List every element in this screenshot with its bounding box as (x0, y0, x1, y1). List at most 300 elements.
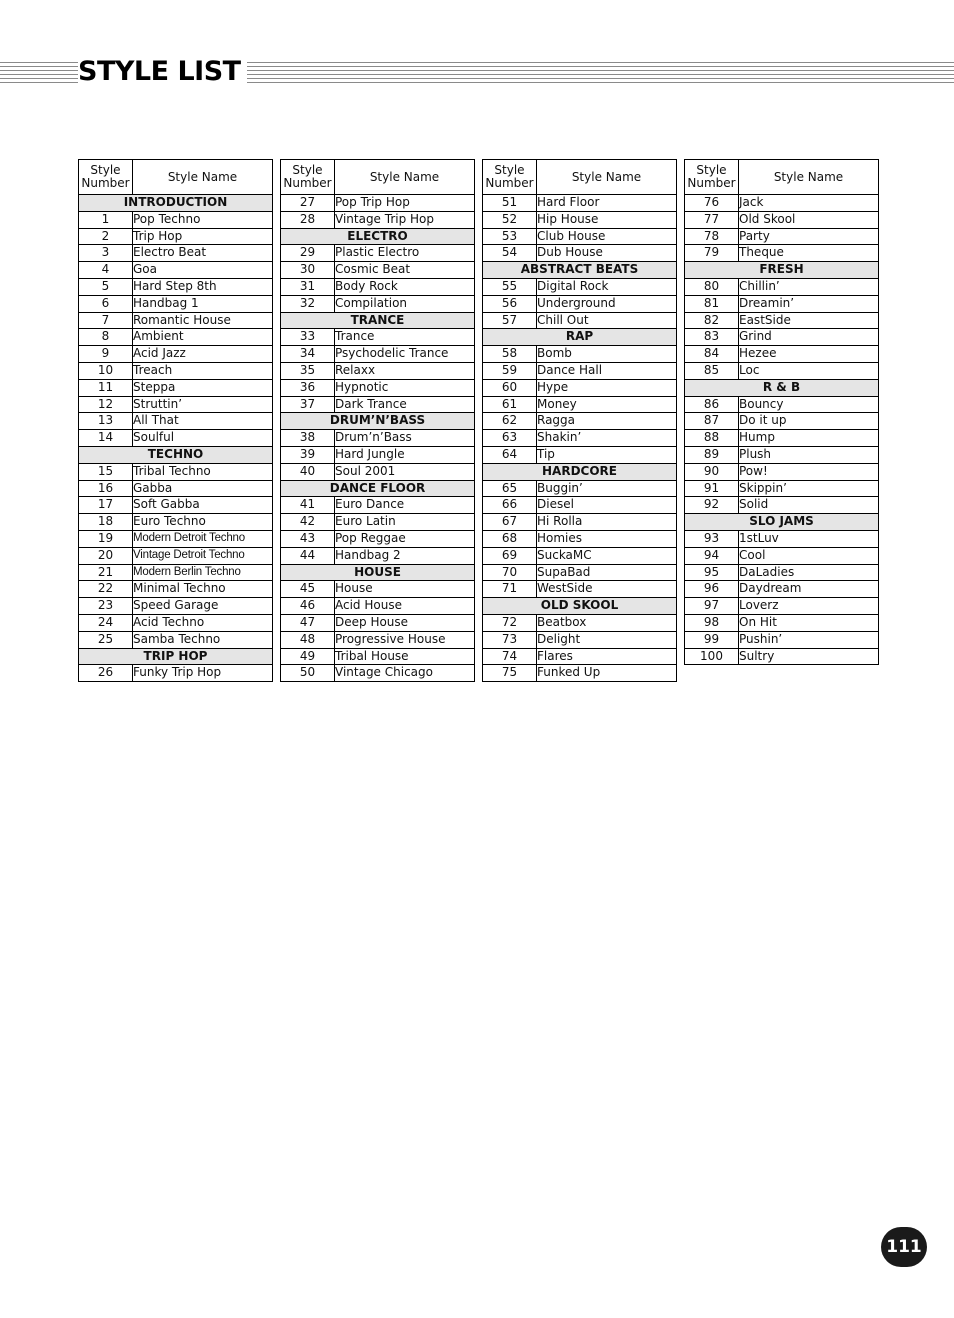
style-name-cell: Skippin’ (739, 480, 879, 497)
style-number-cell: 38 (281, 430, 335, 447)
style-name-cell: Bomb (537, 346, 677, 363)
style-name-cell: Progressive House (335, 631, 475, 648)
style-name-cell: Vintage Detroit Techno (133, 547, 273, 564)
table-row (281, 648, 475, 665)
style-number-cell: 33 (281, 329, 335, 346)
style-name-cell: Solid (739, 497, 879, 514)
table-row (685, 430, 879, 447)
style-number-cell: 14 (79, 430, 133, 447)
table-row (685, 497, 879, 514)
table-row (79, 530, 273, 547)
style-name-cell: Soulful (133, 430, 273, 447)
style-number-cell: 51 (483, 195, 537, 212)
style-table-4 (684, 159, 879, 665)
table-row (685, 195, 879, 212)
table-row (483, 514, 677, 531)
style-name-cell: WestSide (537, 581, 677, 598)
style-number-cell: 16 (79, 480, 133, 497)
style-number-cell: 48 (281, 631, 335, 648)
table-row (79, 211, 273, 228)
style-number-cell: 92 (685, 497, 739, 514)
style-name-cell: Cosmic Beat (335, 262, 475, 279)
style-number-cell: 61 (483, 396, 537, 413)
style-number-cell: 42 (281, 514, 335, 531)
table-row (685, 598, 879, 615)
style-name-cell: Diesel (537, 497, 677, 514)
style-number-cell: 30 (281, 262, 335, 279)
style-number-cell: 93 (685, 530, 739, 547)
style-number-cell: 98 (685, 614, 739, 631)
style-name-cell: Funked Up (537, 665, 677, 682)
table-row (685, 211, 879, 228)
category-label: RAP (483, 329, 677, 346)
category-row (281, 312, 475, 329)
table-row (483, 346, 677, 363)
style-number-cell: 76 (685, 195, 739, 212)
style-name-cell: Euro Latin (335, 514, 475, 531)
style-name-cell: Compilation (335, 295, 475, 312)
style-name-cell: Pop Trip Hop (335, 195, 475, 212)
table-row (685, 614, 879, 631)
style-name-cell: Digital Rock (537, 278, 677, 295)
style-name-cell: Beatbox (537, 614, 677, 631)
style-number-cell: 69 (483, 547, 537, 564)
style-number-cell: 66 (483, 497, 537, 514)
style-name-cell: Plush (739, 446, 879, 463)
style-name-cell: Acid Techno (133, 614, 273, 631)
table-row (79, 262, 273, 279)
table-row (281, 446, 475, 463)
style-name-cell: Trance (335, 329, 475, 346)
table-row (483, 211, 677, 228)
table-row (483, 430, 677, 447)
table-row (281, 195, 475, 212)
style-number-cell: 81 (685, 295, 739, 312)
style-name-cell: Drum’n’Bass (335, 430, 475, 447)
style-name-cell: Chillin’ (739, 278, 879, 295)
category-row (79, 446, 273, 463)
table-row (483, 581, 677, 598)
header-style-number: Style Number (685, 160, 739, 195)
style-name-cell: Bouncy (739, 396, 879, 413)
style-number-cell: 32 (281, 295, 335, 312)
header-style-name: Style Name (739, 160, 879, 195)
style-name-cell: 1stLuv (739, 530, 879, 547)
table-row (79, 329, 273, 346)
table-row (79, 278, 273, 295)
table-row (281, 581, 475, 598)
style-name-cell: Dark Trance (335, 396, 475, 413)
table-row (79, 480, 273, 497)
table-row (281, 631, 475, 648)
style-number-cell: 68 (483, 530, 537, 547)
table-row (685, 463, 879, 480)
style-name-cell: Acid House (335, 598, 475, 615)
style-number-cell: 90 (685, 463, 739, 480)
table-row (483, 631, 677, 648)
style-number-cell: 20 (79, 547, 133, 564)
style-number-cell: 31 (281, 278, 335, 295)
style-name-cell: Old Skool (739, 211, 879, 228)
table-row (281, 245, 475, 262)
style-table-1 (78, 159, 273, 682)
style-name-cell: Pushin’ (739, 631, 879, 648)
table-row (483, 278, 677, 295)
table-row (281, 547, 475, 564)
style-name-cell: Loverz (739, 598, 879, 615)
table-row (281, 278, 475, 295)
style-number-cell: 99 (685, 631, 739, 648)
style-name-cell: Hump (739, 430, 879, 447)
style-number-cell: 60 (483, 379, 537, 396)
style-name-cell: Grind (739, 329, 879, 346)
style-name-cell: Party (739, 228, 879, 245)
style-number-cell: 43 (281, 530, 335, 547)
table-row (281, 379, 475, 396)
style-number-cell: 80 (685, 278, 739, 295)
table-row (281, 346, 475, 363)
style-name-cell: Handbag 2 (335, 547, 475, 564)
style-number-cell: 22 (79, 581, 133, 598)
style-number-cell: 21 (79, 564, 133, 581)
style-name-cell: Trip Hop (133, 228, 273, 245)
style-name-cell: Struttin’ (133, 396, 273, 413)
style-number-cell: 64 (483, 446, 537, 463)
category-label: FRESH (685, 262, 879, 279)
style-table-2 (280, 159, 475, 682)
style-name-cell: Soft Gabba (133, 497, 273, 514)
table-row (483, 396, 677, 413)
style-name-cell: Soul 2001 (335, 463, 475, 480)
table-row (483, 648, 677, 665)
style-number-cell: 77 (685, 211, 739, 228)
table-row (685, 530, 879, 547)
style-number-cell: 87 (685, 413, 739, 430)
table-row (281, 430, 475, 447)
style-number-cell: 70 (483, 564, 537, 581)
style-number-cell: 63 (483, 430, 537, 447)
table-row (79, 413, 273, 430)
category-row (281, 228, 475, 245)
style-number-cell: 4 (79, 262, 133, 279)
style-name-cell: Underground (537, 295, 677, 312)
style-number-cell: 34 (281, 346, 335, 363)
category-label: TRANCE (281, 312, 475, 329)
category-label: TRIP HOP (79, 648, 273, 665)
style-number-cell: 53 (483, 228, 537, 245)
table-row (281, 514, 475, 531)
style-name-cell: Money (537, 396, 677, 413)
style-number-cell: 50 (281, 665, 335, 682)
style-number-cell: 46 (281, 598, 335, 615)
style-name-cell: Ragga (537, 413, 677, 430)
style-number-cell: 3 (79, 245, 133, 262)
style-number-cell: 84 (685, 346, 739, 363)
style-name-cell: Goa (133, 262, 273, 279)
category-row (685, 514, 879, 531)
category-row (483, 598, 677, 615)
style-number-cell: 75 (483, 665, 537, 682)
style-name-cell: Euro Dance (335, 497, 475, 514)
style-name-cell: Minimal Techno (133, 581, 273, 598)
style-number-cell: 13 (79, 413, 133, 430)
style-number-cell: 12 (79, 396, 133, 413)
style-number-cell: 73 (483, 631, 537, 648)
style-number-cell: 65 (483, 480, 537, 497)
style-number-cell: 100 (685, 648, 739, 665)
table-row (483, 195, 677, 212)
table-row (685, 648, 879, 665)
table-row (281, 530, 475, 547)
table-row (79, 547, 273, 564)
style-number-cell: 18 (79, 514, 133, 531)
style-name-cell: Deep House (335, 614, 475, 631)
category-row (685, 262, 879, 279)
table-row (79, 295, 273, 312)
table-row (483, 295, 677, 312)
style-name-cell: Delight (537, 631, 677, 648)
style-name-cell: Treach (133, 362, 273, 379)
style-name-cell: Jack (739, 195, 879, 212)
table-row (79, 665, 273, 682)
style-number-cell: 88 (685, 430, 739, 447)
style-name-cell: Body Rock (335, 278, 475, 295)
style-name-cell: Handbag 1 (133, 295, 273, 312)
style-name-cell: EastSide (739, 312, 879, 329)
style-number-cell: 27 (281, 195, 335, 212)
style-number-cell: 1 (79, 211, 133, 228)
category-row (483, 262, 677, 279)
table-row (281, 362, 475, 379)
style-number-cell: 95 (685, 564, 739, 581)
style-name-cell: Steppa (133, 379, 273, 396)
style-number-cell: 52 (483, 211, 537, 228)
category-label: R & B (685, 379, 879, 396)
style-number-cell: 79 (685, 245, 739, 262)
style-name-cell: Relaxx (335, 362, 475, 379)
style-number-cell: 37 (281, 396, 335, 413)
table-row (685, 346, 879, 363)
style-name-cell: Tribal Techno (133, 463, 273, 480)
style-name-cell: Homies (537, 530, 677, 547)
style-name-cell: Hypnotic (335, 379, 475, 396)
style-number-cell: 44 (281, 547, 335, 564)
style-number-cell: 96 (685, 581, 739, 598)
style-name-cell: Hezee (739, 346, 879, 363)
style-name-cell: Hard Step 8th (133, 278, 273, 295)
header-style-number: Style Number (281, 160, 335, 195)
table-row (79, 396, 273, 413)
table-row (79, 346, 273, 363)
table-row (685, 396, 879, 413)
style-name-cell: SupaBad (537, 564, 677, 581)
header-style-name: Style Name (133, 160, 273, 195)
style-name-cell: Cool (739, 547, 879, 564)
table-row (79, 598, 273, 615)
table-row (281, 295, 475, 312)
table-row (79, 379, 273, 396)
table-row (483, 362, 677, 379)
style-number-cell: 86 (685, 396, 739, 413)
style-number-cell: 67 (483, 514, 537, 531)
table-row (685, 362, 879, 379)
style-number-cell: 24 (79, 614, 133, 631)
style-number-cell: 62 (483, 413, 537, 430)
style-number-cell: 28 (281, 211, 335, 228)
style-number-cell: 97 (685, 598, 739, 615)
style-number-cell: 71 (483, 581, 537, 598)
category-label: DANCE FLOOR (281, 480, 475, 497)
style-name-cell: Samba Techno (133, 631, 273, 648)
style-number-cell: 2 (79, 228, 133, 245)
category-label: SLO JAMS (685, 514, 879, 531)
style-name-cell: Loc (739, 362, 879, 379)
header-style-name: Style Name (537, 160, 677, 195)
style-name-cell: Sultry (739, 648, 879, 665)
style-number-cell: 35 (281, 362, 335, 379)
table-row (483, 564, 677, 581)
style-name-cell: Dreamin’ (739, 295, 879, 312)
style-name-cell: Tribal House (335, 648, 475, 665)
table-row (79, 362, 273, 379)
style-number-cell: 56 (483, 295, 537, 312)
category-label: HOUSE (281, 564, 475, 581)
style-number-cell: 45 (281, 581, 335, 598)
table-row (483, 480, 677, 497)
style-name-cell: Funky Trip Hop (133, 665, 273, 682)
category-row (281, 564, 475, 581)
table-row (79, 312, 273, 329)
category-row (483, 329, 677, 346)
table-row (281, 497, 475, 514)
style-name-cell: Modern Berlin Techno (133, 564, 273, 581)
style-name-cell: Pop Reggae (335, 530, 475, 547)
style-name-cell: Gabba (133, 480, 273, 497)
category-row (281, 480, 475, 497)
table-row (685, 631, 879, 648)
table-row (483, 312, 677, 329)
table-row (79, 631, 273, 648)
table-row (79, 228, 273, 245)
category-row (79, 648, 273, 665)
style-name-cell: Vintage Trip Hop (335, 211, 475, 228)
style-number-cell: 8 (79, 329, 133, 346)
style-name-cell: All That (133, 413, 273, 430)
table-row (483, 245, 677, 262)
style-number-cell: 89 (685, 446, 739, 463)
category-label: ELECTRO (281, 228, 475, 245)
style-name-cell: Electro Beat (133, 245, 273, 262)
table-row (685, 245, 879, 262)
style-name-cell: Vintage Chicago (335, 665, 475, 682)
table-row (685, 312, 879, 329)
style-number-cell: 11 (79, 379, 133, 396)
style-number-cell: 39 (281, 446, 335, 463)
style-name-cell: Club House (537, 228, 677, 245)
header-style-number: Style Number (483, 160, 537, 195)
category-label: HARDCORE (483, 463, 677, 480)
category-label: OLD SKOOL (483, 598, 677, 615)
style-name-cell: Hi Rolla (537, 514, 677, 531)
style-number-cell: 55 (483, 278, 537, 295)
style-name-cell: Shakin’ (537, 430, 677, 447)
style-number-cell: 5 (79, 278, 133, 295)
category-row (79, 195, 273, 212)
style-number-cell: 9 (79, 346, 133, 363)
category-label: DRUM’N’BASS (281, 413, 475, 430)
table-row (79, 614, 273, 631)
table-row (483, 614, 677, 631)
table-row (685, 480, 879, 497)
style-name-cell: Dance Hall (537, 362, 677, 379)
style-number-cell: 91 (685, 480, 739, 497)
table-row (483, 547, 677, 564)
table-row (685, 329, 879, 346)
style-name-cell: Tip (537, 446, 677, 463)
category-row (685, 379, 879, 396)
style-name-cell: Pop Techno (133, 211, 273, 228)
table-row (483, 446, 677, 463)
style-name-cell: Hard Jungle (335, 446, 475, 463)
table-row (79, 497, 273, 514)
table-row (685, 278, 879, 295)
style-number-cell: 36 (281, 379, 335, 396)
style-number-cell: 85 (685, 362, 739, 379)
style-number-cell: 94 (685, 547, 739, 564)
style-name-cell: Chill Out (537, 312, 677, 329)
table-row (79, 564, 273, 581)
style-number-cell: 23 (79, 598, 133, 615)
table-row (79, 581, 273, 598)
style-name-cell: Modern Detroit Techno (133, 530, 273, 547)
table-row (483, 379, 677, 396)
style-number-cell: 7 (79, 312, 133, 329)
table-row (281, 614, 475, 631)
style-table-3 (482, 159, 677, 682)
style-name-cell: SuckaMC (537, 547, 677, 564)
style-name-cell: Euro Techno (133, 514, 273, 531)
style-name-cell: Flares (537, 648, 677, 665)
style-name-cell: Theque (739, 245, 879, 262)
table-row (483, 530, 677, 547)
style-number-cell: 29 (281, 245, 335, 262)
style-name-cell: Dub House (537, 245, 677, 262)
style-number-cell: 40 (281, 463, 335, 480)
table-row (281, 396, 475, 413)
table-row (685, 295, 879, 312)
category-label: INTRODUCTION (79, 195, 273, 212)
style-number-cell: 59 (483, 362, 537, 379)
table-row (685, 446, 879, 463)
style-number-cell: 19 (79, 530, 133, 547)
table-row (685, 228, 879, 245)
style-number-cell: 15 (79, 463, 133, 480)
style-number-cell: 72 (483, 614, 537, 631)
table-row (685, 581, 879, 598)
table-row (79, 463, 273, 480)
style-name-cell: Hip House (537, 211, 677, 228)
style-name-cell: Speed Garage (133, 598, 273, 615)
style-number-cell: 47 (281, 614, 335, 631)
style-number-cell: 54 (483, 245, 537, 262)
style-number-cell: 74 (483, 648, 537, 665)
style-name-cell: Pow! (739, 463, 879, 480)
style-name-cell: Hype (537, 379, 677, 396)
style-number-cell: 83 (685, 329, 739, 346)
style-name-cell: Hard Floor (537, 195, 677, 212)
style-name-cell: Daydream (739, 581, 879, 598)
style-number-cell: 10 (79, 362, 133, 379)
